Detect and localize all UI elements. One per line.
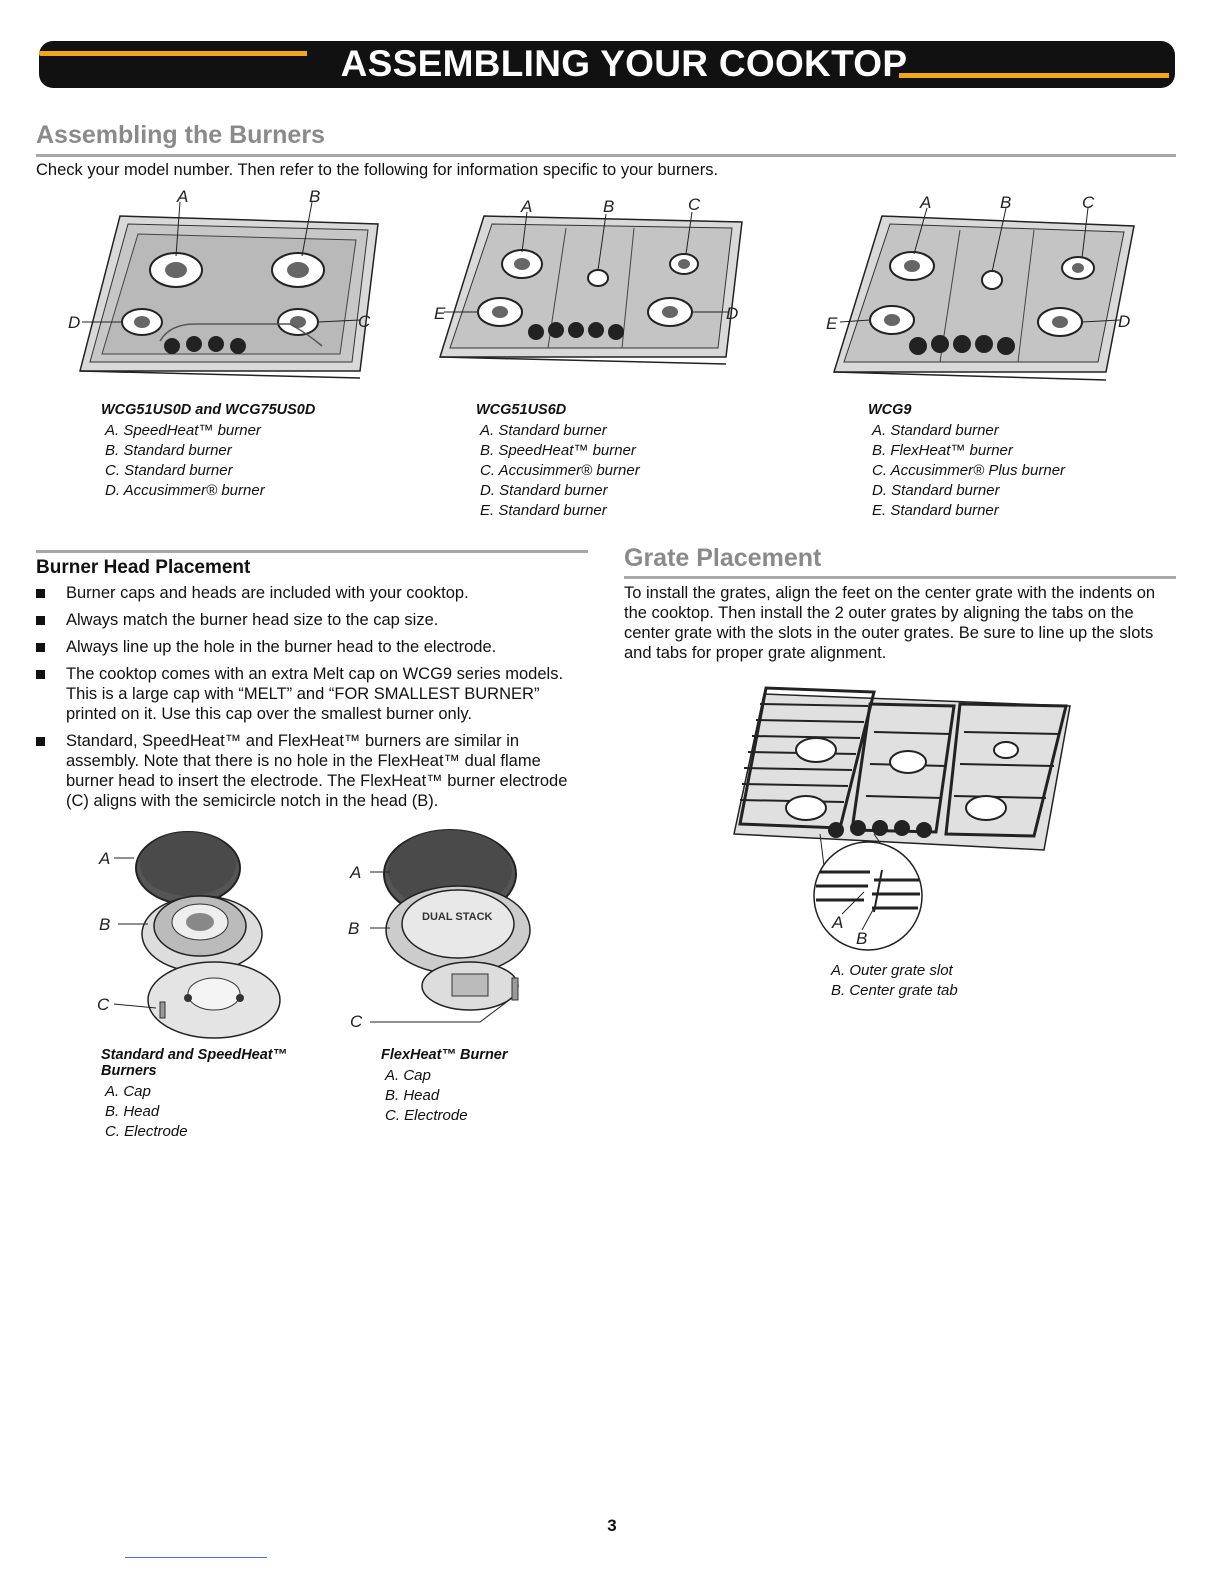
callout-d: D [726, 304, 739, 323]
grate-placement-text: To install the grates, align the feet on the center grate with the indents on the cooktop. Then install the 2 outer grates by aligning the tabs on the center grate with the slots in the outer grates. Be sure to line up the slots and tabs for proper grate alignment. [624, 584, 1156, 662]
caption-item: B. SpeedHeat™ burner [480, 442, 636, 459]
callout-a: A [177, 187, 189, 206]
bullet-square-icon [36, 737, 45, 746]
callout-a: A [521, 197, 533, 216]
caption-item: B. FlexHeat™ burner [872, 442, 1013, 459]
heading-rule [624, 576, 1176, 579]
burners-intro: Check your model number. Then refer to the following for information specific to your burners. [36, 161, 719, 179]
model-caption-wcg51us0d [101, 402, 421, 501]
section-banner [39, 41, 1175, 88]
callout-a: A [350, 863, 362, 882]
caption-item: C. Accusimmer® burner [480, 462, 640, 479]
callout-b: B [603, 197, 615, 216]
heading-assembling-burners: Assembling the Burners [36, 121, 325, 149]
caption-grate-placement [831, 961, 1051, 1001]
list-item: The cooktop comes with an extra Melt cap on WCG9 series models. This is a large cap with “MELT” and “FOR SMALLEST BURNER” printed on it. Use this cap over the smallest burner only. [36, 664, 592, 724]
callout-d: D [1118, 312, 1131, 331]
callout-c: C [358, 312, 371, 331]
callout-e: E [826, 314, 838, 333]
callout-d: D [68, 313, 81, 332]
caption-item: A. Outer grate slot [831, 962, 953, 979]
caption-item: D. Accusimmer® burner [105, 482, 265, 499]
callout-b: B [309, 187, 321, 206]
callout-b: B [1000, 193, 1012, 212]
head-placement-list [36, 583, 592, 818]
caption-item: C. Electrode [105, 1123, 188, 1140]
model-caption-wcg51us6d [476, 402, 796, 521]
callout-a: A [920, 193, 932, 212]
model-title: WCG9 [868, 402, 912, 418]
cooktop-illustration-wcg9 [820, 192, 1140, 387]
callout-a: A [832, 913, 844, 932]
caption-item: B. Center grate tab [831, 982, 958, 999]
bullet-square-icon [36, 589, 45, 598]
callout-b: B [856, 929, 868, 948]
caption-item: D. Standard burner [872, 482, 1000, 499]
figure-title: FlexHeat™ Burner [381, 1047, 508, 1063]
caption-flexheat-burner [381, 1047, 601, 1126]
caption-item: B. Head [105, 1103, 160, 1120]
callout-c: C [350, 1012, 363, 1031]
cooktop-illustration-wcg51us6d [430, 192, 750, 372]
caption-item: D. Standard burner [480, 482, 608, 499]
heading-rule [36, 154, 1176, 157]
caption-item: E. Standard burner [872, 502, 999, 519]
figure-title: Standard and SpeedHeat™ Burners [101, 1047, 288, 1079]
callout-a: A [99, 849, 111, 868]
banner-title: ASSEMBLING YOUR COOKTOP [340, 43, 908, 84]
model-title: WCG51US0D and WCG75US0D [101, 402, 316, 418]
dual-stack-label: DUAL STACK [422, 911, 493, 923]
heading-burner-head-placement: Burner Head Placement [36, 557, 251, 578]
caption-item: C. Accusimmer® Plus burner [872, 462, 1066, 479]
caption-standard-burners [101, 1047, 321, 1142]
bullet-square-icon [36, 616, 45, 625]
banner-accent-right [899, 73, 1169, 78]
banner-accent-left [39, 51, 307, 56]
heading-grate-placement: Grate Placement [624, 544, 822, 572]
list-item: Burner caps and heads are included with your cooktop. [36, 583, 592, 603]
caption-item: A. Standard burner [872, 422, 999, 439]
footer-link-underline [125, 1557, 267, 1558]
callout-b: B [99, 915, 111, 934]
caption-item: B. Head [385, 1087, 440, 1104]
bullet-square-icon [36, 643, 45, 652]
section-rule-head-placement [36, 550, 588, 553]
callout-c: C [688, 195, 701, 214]
caption-item: B. Standard burner [105, 442, 232, 459]
caption-item: A. Standard burner [480, 422, 607, 439]
model-caption-wcg9 [868, 402, 1188, 521]
standard-burner-exploded-illustration [90, 826, 300, 1044]
callout-e: E [434, 304, 446, 323]
grate-placement-illustration [724, 684, 1080, 954]
caption-item: A. Cap [105, 1083, 151, 1100]
callout-b: B [348, 919, 360, 938]
caption-item: C. Standard burner [105, 462, 233, 479]
flexheat-burner-exploded-illustration [340, 826, 540, 1036]
list-item: Always line up the hole in the burner head to the electrode. [36, 637, 592, 657]
list-item: Standard, SpeedHeat™ and FlexHeat™ burners are similar in assembly. Note that there is no hole in the FlexHeat™ dual flame burner head to insert the electrode. The FlexHeat™ burner electrode (C) aligns with the semicircle notch in the head (B). [36, 731, 592, 811]
caption-item: A. Cap [385, 1067, 431, 1084]
page-number: 3 [607, 1516, 617, 1535]
caption-item: C. Electrode [385, 1107, 468, 1124]
bullet-square-icon [36, 670, 45, 679]
caption-item: A. SpeedHeat™ burner [105, 422, 261, 439]
model-title: WCG51US6D [476, 402, 567, 418]
list-item: Always match the burner head size to the cap size. [36, 610, 592, 630]
callout-c: C [97, 995, 110, 1014]
caption-item: E. Standard burner [480, 502, 607, 519]
callout-c: C [1082, 193, 1095, 212]
cooktop-illustration-wcg51us0d [60, 186, 390, 386]
